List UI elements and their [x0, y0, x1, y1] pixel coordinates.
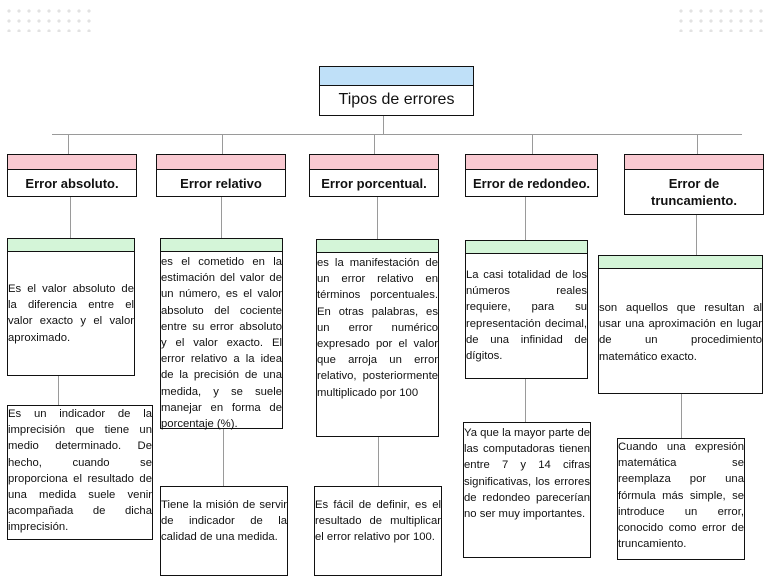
node-header-band	[310, 155, 438, 170]
node-header-band	[320, 67, 473, 86]
detail-text: Es fácil de definir, es el resultado de multiplicar el error relativo por 100.	[315, 499, 441, 544]
connector-line	[58, 375, 59, 405]
connector-line	[221, 197, 222, 238]
detail-text: Tiene la misión de servir de indicador de la calidad de una medida.	[161, 499, 287, 544]
category-node-error-truncamiento	[624, 154, 764, 215]
connector-line	[68, 134, 69, 155]
definition-text: es la manifestación de un error relativo en términos porcentuales. En otras palabras, es un error numérico expresado por el valor que arroja un error relativo, posteriormente multiplicado por 100	[317, 257, 438, 399]
node-header-band	[8, 239, 134, 252]
detail-node	[160, 486, 288, 576]
connector-line	[374, 134, 375, 155]
node-header-band	[599, 256, 762, 269]
category-heading: Error porcentual.	[321, 175, 427, 191]
category-node-error-porcentual	[309, 154, 439, 197]
connector-line	[383, 115, 384, 135]
definition-node	[465, 240, 588, 379]
category-heading: Error relativo	[180, 175, 262, 191]
connector-line	[222, 134, 223, 155]
category-heading: Error de truncamiento.	[651, 176, 737, 208]
connector-line	[52, 134, 742, 135]
connector-line	[223, 429, 224, 486]
definition-text: son aquellos que resultan al usar una aproximación en lugar de un procedimiento matemático exacto.	[599, 302, 762, 363]
definition-node	[316, 239, 439, 437]
node-header-band	[466, 241, 587, 254]
definition-text: La casi totalidad de los números reales requiere, para su representación decimal, de una infinidad de dígitos.	[466, 269, 587, 363]
category-heading: Error absoluto.	[25, 175, 119, 191]
definition-text: es el cometido en la estimación del valor de un número, es el valor absoluto del cociente entre su error absoluto y el valor exacto. El error relativo a la idea de la precisión de una medida, y se suele manejar en forma de porcentaje (%).	[161, 256, 282, 431]
node-header-band	[161, 239, 282, 252]
node-header-band	[8, 155, 136, 170]
dot-grid-decoration	[4, 6, 94, 32]
connector-line	[696, 214, 697, 256]
node-header-band	[317, 240, 438, 253]
category-node-error-redondeo	[465, 154, 598, 197]
detail-node	[7, 405, 153, 540]
diagram-title: Tipos de errores	[338, 91, 455, 108]
detail-text: Ya que la mayor parte de las computadoras tienen entre 7 y 14 cifras significativas, los errores de redondeo parecerían no ser muy importantes.	[464, 427, 591, 521]
detail-node	[617, 438, 745, 560]
connector-line	[70, 196, 71, 238]
connector-line	[697, 134, 698, 155]
category-node-error-absoluto	[7, 154, 137, 197]
category-heading: Error de redondeo.	[472, 175, 591, 191]
connector-line	[681, 393, 682, 438]
connector-line	[525, 378, 526, 422]
detail-text: Es un indicador de la imprecisión que tiene un medio determinado. De hecho, cuando se proporciona el resultado de una medida suele venir acompañada de dicha imprecisión.	[8, 408, 152, 534]
definition-node	[160, 238, 283, 429]
node-header-band	[157, 155, 285, 170]
connector-line	[525, 196, 526, 240]
connector-line	[378, 436, 379, 486]
definition-node	[598, 255, 763, 394]
connector-line	[377, 197, 378, 239]
node-header-band	[466, 155, 597, 170]
node-header-band	[625, 155, 763, 170]
root-node	[319, 66, 474, 116]
category-node-error-relativo	[156, 154, 286, 197]
detail-node	[463, 422, 591, 558]
dot-grid-decoration	[676, 6, 766, 32]
detail-text: Cuando una expresión matemática se reemplaza por una fórmula más simple, se introduce un error, conocido como error de truncamiento.	[618, 441, 744, 551]
detail-node	[314, 486, 442, 576]
definition-text: Es el valor absoluto de la diferencia entre el valor exacto y el valor aproximado.	[8, 283, 134, 344]
connector-line	[532, 134, 533, 155]
